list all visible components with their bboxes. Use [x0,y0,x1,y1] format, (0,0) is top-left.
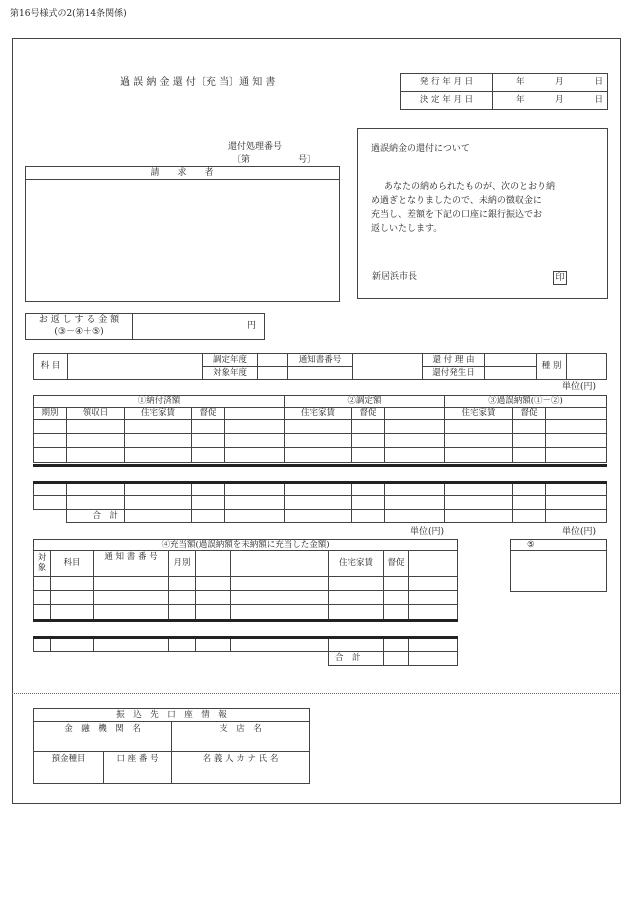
rent-col-2: 住宅家賃 [285,408,352,420]
amount-unit: 円 [133,314,265,340]
account-type-label: 預金種目 [34,752,104,784]
month-col: 月別 [169,551,196,577]
notice-line-4: 返しいたします。 [371,224,443,234]
account-holder-label: 名 義 人 カ ナ 氏 名 [172,752,310,784]
rent-col-1: 住宅家賃 [125,408,192,420]
issue-date-label: 発 行 年 月 日 [401,74,493,92]
mayor-name: 新居浜市長 [372,272,418,282]
amount-label: お 返 し す る 金 額 [26,314,133,327]
branch-label: 支 店 名 [172,722,310,752]
notice-heading: 過誤納金の還付について [371,144,470,154]
assess-year-label: 調定年度 [203,354,258,367]
receipt-date-col: 領収日 [67,408,125,420]
payment-table [33,395,607,523]
claimant-box [25,166,340,302]
total-label-2: 合 計 [329,652,384,666]
subject-col: 科目 [51,551,94,577]
notice-line-2: め過ぎとなりましたので、未納の徴収金に [371,196,542,206]
overpaid-amount-header: ③過誤納額(①－②) [445,396,607,408]
decision-date-label: 決 定 年 月 日 [401,92,493,110]
unit-label-3: 単位(円) [562,527,597,537]
rent-col-3: 住宅家賃 [445,408,513,420]
demand-col-2: 督促 [352,408,385,420]
seal-stamp: 印 [553,271,567,285]
item-5-header: ⑤ [511,540,607,551]
refund-reason-label: 還 付 理 由 [423,354,485,367]
notice-number-label: 通知書番号 [288,354,353,367]
refund-date-label: 還付発生日 [423,367,485,380]
paid-amount-header: ①納付済額 [34,396,285,408]
notice-line-3: 充当し、差額を下記の口座に銀行振込でお [371,210,543,220]
claimant-label: 請 求 者 [150,168,214,178]
period-col: 期別 [34,408,67,420]
unit-label-1: 単位(円) [562,382,597,392]
demand-col-1: 督促 [192,408,225,420]
assessed-amount-header: ②調定額 [285,396,445,408]
kind-label: 種 別 [537,354,567,380]
form-id: 第16号様式の2(第14条関係) [10,9,127,19]
offset-table [33,539,458,666]
notice-line-1: あなたの納められたものが、次のとおり納 [384,182,556,192]
amount-formula: (③－④＋⑤) [26,327,133,340]
info-table [33,353,607,380]
decision-year: 年 [493,92,531,110]
total-label-1: 合 計 [67,510,125,523]
decision-day: 日 [570,92,608,110]
refund-number-prefix: 〔第 [232,155,251,165]
subject-label: 科 目 [34,354,68,380]
target-year-label: 対象年度 [203,367,258,380]
cut-line [12,693,619,694]
rent-col-4: 住宅家賃 [329,551,384,577]
decision-month: 月 [531,92,570,110]
account-number-label: 口 座 番 号 [104,752,172,784]
institution-label: 金 融 機 関 名 [34,722,172,752]
bank-info-title: 振 込 先 口 座 情 報 [34,709,310,722]
target-col: 対 象 [34,551,51,577]
demand-col-4: 督促 [384,551,409,577]
unit-label-2: 単位(円) [410,527,445,537]
extra-table [510,539,607,592]
demand-col-3: 督促 [513,408,546,420]
refund-amount-table [25,313,265,340]
bank-table [33,708,310,784]
offset-amount-header: ④充当額(過誤納額を未納額に充当した金額) [34,540,458,551]
refund-number-label: 還付処理番号 [228,142,283,152]
issue-day: 日 [570,74,608,92]
refund-number-suffix: 号〕 [298,155,317,165]
notice-number-col: 通 知 書 番 号 [94,551,169,577]
issue-year: 年 [493,74,531,92]
form-title: 過 誤 納 金 還 付〔充 当〕通 知 書 [120,77,276,88]
issue-month: 月 [531,74,570,92]
date-table [400,73,608,110]
